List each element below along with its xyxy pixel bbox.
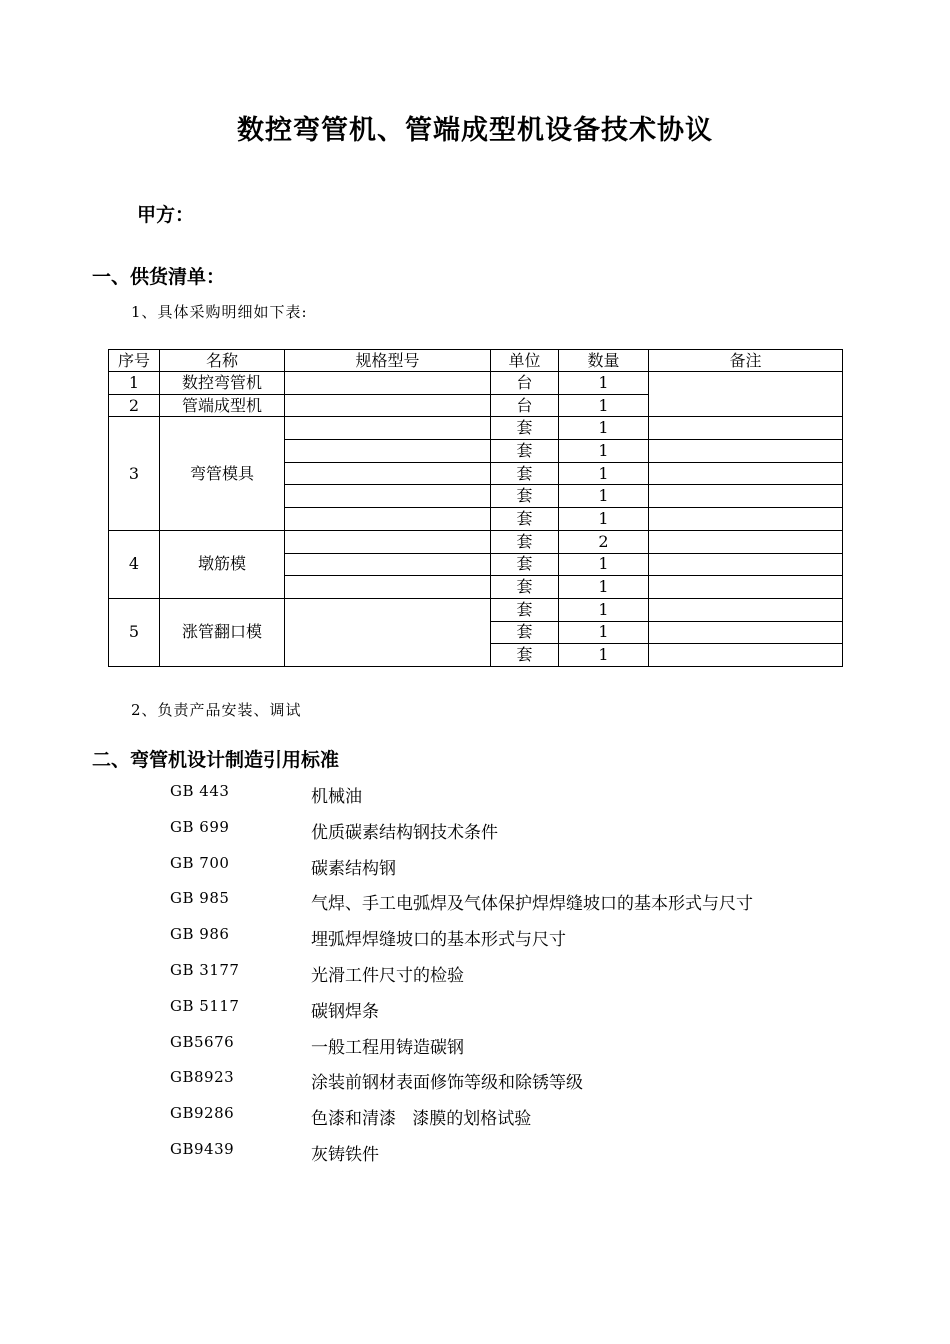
qty-cell: 1 bbox=[559, 576, 649, 599]
spec-cell bbox=[285, 462, 491, 485]
installation-note: 2、负责产品安装、调试 bbox=[131, 701, 302, 719]
qty-cell: 1 bbox=[559, 598, 649, 621]
qty-cell: 1 bbox=[559, 417, 649, 440]
row-number: 1 bbox=[109, 372, 160, 395]
standard-row bbox=[170, 818, 870, 844]
qty-cell: 1 bbox=[559, 485, 649, 508]
remarks-cell bbox=[649, 644, 843, 667]
standard-name: 一般工程用铸造碳钢 bbox=[311, 1037, 464, 1058]
header-cell: 规格型号 bbox=[285, 350, 491, 372]
unit-cell: 套 bbox=[491, 598, 559, 621]
standard-code: GB 700 bbox=[170, 853, 230, 872]
unit-cell: 套 bbox=[491, 553, 559, 576]
remarks-cell bbox=[649, 598, 843, 621]
standard-row bbox=[170, 1140, 870, 1166]
unit-cell: 套 bbox=[491, 485, 559, 508]
standard-name: 埋弧焊焊缝坡口的基本形式与尺寸 bbox=[311, 930, 566, 951]
spec-cell bbox=[285, 598, 491, 666]
standard-name: 碳钢焊条 bbox=[311, 1001, 379, 1022]
section-heading-supply-list: 一、供货清单： bbox=[92, 266, 226, 288]
row-number: 2 bbox=[109, 394, 160, 417]
standard-row bbox=[170, 925, 870, 951]
unit-cell: 台 bbox=[491, 372, 559, 395]
row-number: 3 bbox=[109, 417, 160, 530]
remarks-cell bbox=[649, 530, 843, 553]
standard-name: 涂装前钢材表面修饰等级和除锈等级 bbox=[311, 1073, 583, 1094]
qty-cell: 1 bbox=[559, 440, 649, 463]
spec-cell bbox=[285, 417, 491, 440]
qty-cell: 1 bbox=[559, 644, 649, 667]
unit-cell: 套 bbox=[491, 440, 559, 463]
header-cell: 序号 bbox=[109, 350, 160, 372]
table-row bbox=[109, 598, 843, 621]
remarks-cell bbox=[649, 417, 843, 440]
unit-cell: 套 bbox=[491, 417, 559, 440]
header-cell: 数量 bbox=[559, 350, 649, 372]
header-cell: 备注 bbox=[649, 350, 843, 372]
table-row bbox=[109, 530, 843, 553]
standard-code: GB 3177 bbox=[170, 961, 240, 979]
standard-code: GB 699 bbox=[170, 817, 230, 836]
standard-row bbox=[170, 782, 870, 808]
spec-cell bbox=[285, 508, 491, 531]
remarks-cell bbox=[649, 621, 843, 644]
qty-cell: 1 bbox=[559, 553, 649, 576]
qty-cell: 1 bbox=[559, 462, 649, 485]
standard-row bbox=[170, 854, 870, 880]
unit-cell: 台 bbox=[491, 394, 559, 417]
standard-name: 碳素结构钢 bbox=[311, 858, 396, 879]
qty-cell: 1 bbox=[559, 621, 649, 644]
remarks-cell bbox=[649, 576, 843, 599]
standard-name: 色漆和清漆 漆膜的划格试验 bbox=[311, 1109, 532, 1130]
standard-row bbox=[170, 1033, 870, 1059]
remarks-cell bbox=[649, 553, 843, 576]
unit-cell: 套 bbox=[491, 621, 559, 644]
standard-code: GB8923 bbox=[170, 1068, 235, 1087]
header-cell: 单位 bbox=[491, 350, 559, 372]
unit-cell: 套 bbox=[491, 462, 559, 485]
spec-cell bbox=[285, 530, 491, 553]
header-cell: 名称 bbox=[160, 350, 285, 372]
spec-cell bbox=[285, 372, 491, 395]
item-name: 数控弯管机 bbox=[160, 372, 285, 395]
spec-cell bbox=[285, 576, 491, 599]
spec-cell bbox=[285, 440, 491, 463]
remarks-cell bbox=[649, 372, 843, 417]
remarks-cell bbox=[649, 462, 843, 485]
standard-code: GB9439 bbox=[170, 1140, 235, 1158]
remarks-cell bbox=[649, 485, 843, 508]
standard-code: GB9286 bbox=[170, 1104, 235, 1123]
standard-code: GB 986 bbox=[170, 925, 230, 944]
standard-name: 灰铸铁件 bbox=[311, 1145, 379, 1165]
standard-row bbox=[170, 1104, 870, 1130]
item-name: 墩筋模 bbox=[160, 530, 285, 598]
standard-code: GB 443 bbox=[170, 782, 230, 800]
qty-cell: 1 bbox=[559, 394, 649, 417]
item-name: 弯管模具 bbox=[160, 417, 285, 530]
spec-cell bbox=[285, 394, 491, 417]
table-row bbox=[109, 372, 843, 395]
unit-cell: 套 bbox=[491, 644, 559, 667]
unit-cell: 套 bbox=[491, 576, 559, 599]
standard-row bbox=[170, 889, 870, 915]
remarks-cell bbox=[649, 508, 843, 531]
item-name: 涨管翻口模 bbox=[160, 598, 285, 666]
spec-cell bbox=[285, 485, 491, 508]
item-name: 管端成型机 bbox=[160, 394, 285, 417]
spec-cell bbox=[285, 553, 491, 576]
standard-row bbox=[170, 1068, 870, 1094]
standard-name: 光滑工件尺寸的检验 bbox=[311, 966, 464, 986]
qty-cell: 1 bbox=[559, 372, 649, 395]
standard-code: GB5676 bbox=[170, 1032, 235, 1051]
standard-name: 优质碳素结构钢技术条件 bbox=[311, 822, 498, 843]
standard-row bbox=[170, 997, 870, 1023]
supply-table bbox=[108, 349, 843, 667]
unit-cell: 套 bbox=[491, 508, 559, 531]
party-a-label: 甲方： bbox=[137, 204, 195, 226]
unit-cell: 套 bbox=[491, 530, 559, 553]
remarks-cell bbox=[649, 440, 843, 463]
qty-cell: 2 bbox=[559, 530, 649, 553]
standard-name: 机械油 bbox=[311, 787, 362, 807]
document-title: 数控弯管机、管端成型机设备技术协议 bbox=[237, 115, 713, 146]
standard-code: GB 5117 bbox=[170, 996, 240, 1015]
standard-code: GB 985 bbox=[170, 889, 230, 908]
row-number: 5 bbox=[109, 598, 160, 666]
table-header-row bbox=[109, 350, 843, 372]
section-heading-standards: 二、弯管机设计制造引用标准 bbox=[92, 749, 340, 771]
procurement-note: 1、具体采购明细如下表: bbox=[131, 303, 308, 321]
row-number: 4 bbox=[109, 530, 160, 598]
qty-cell: 1 bbox=[559, 508, 649, 531]
standard-row bbox=[170, 961, 870, 987]
standard-name: 气焊、手工电弧焊及气体保护焊焊缝坡口的基本形式与尺寸 bbox=[311, 894, 753, 915]
table-row bbox=[109, 417, 843, 440]
